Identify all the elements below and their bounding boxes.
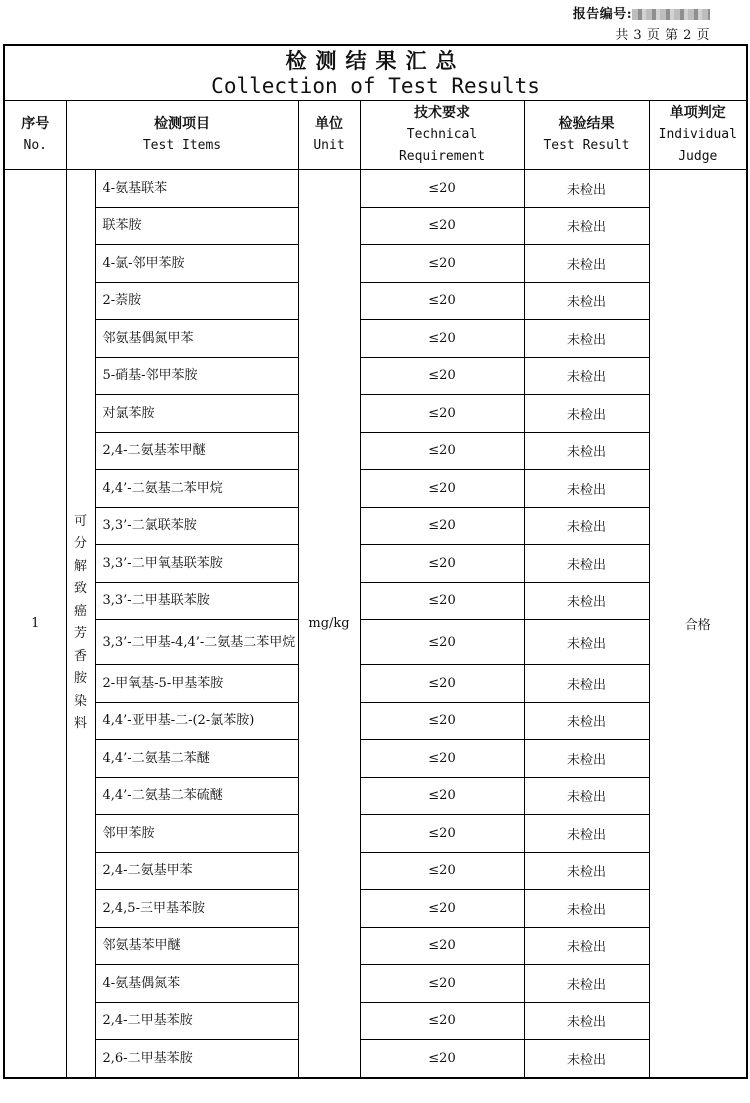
title-cn: 检测结果汇总 — [285, 48, 466, 73]
test-item: 2,4-二甲基苯胺 — [95, 1002, 298, 1040]
requirement-cell: ≤20 — [360, 582, 524, 620]
test-item: 3,3’-二氯联苯胺 — [95, 507, 298, 545]
test-item: 2,6-二甲基苯胺 — [95, 1040, 298, 1078]
table-row — [4, 665, 747, 703]
requirement-cell: ≤20 — [360, 395, 524, 433]
requirement-cell: ≤20 — [360, 1040, 524, 1078]
table-row — [4, 927, 747, 965]
table-row — [4, 890, 747, 928]
result-cell: 未检出 — [524, 357, 649, 395]
result-cell: 未检出 — [524, 927, 649, 965]
test-item: 邻氨基苯甲醚 — [95, 927, 298, 965]
test-item: 4-氯-邻甲苯胺 — [95, 245, 298, 283]
requirement-cell: ≤20 — [360, 965, 524, 1003]
requirement-cell: ≤20 — [360, 245, 524, 283]
table-row — [4, 852, 747, 890]
result-cell: 未检出 — [524, 432, 649, 470]
result-cell: 未检出 — [524, 702, 649, 740]
report-number-label: 报告编号: — [572, 7, 632, 22]
requirement-cell: ≤20 — [360, 620, 524, 665]
result-cell: 未检出 — [524, 1040, 649, 1078]
page-info: 共 3 页 第 2 页 — [615, 28, 710, 43]
col-judge: 单项判定 Individual Judge — [649, 101, 747, 170]
test-item: 2-萘胺 — [95, 282, 298, 320]
requirement-cell: ≤20 — [360, 890, 524, 928]
requirement-cell: ≤20 — [360, 815, 524, 853]
test-item: 4,4’-二氨基二苯醚 — [95, 740, 298, 778]
test-item: 3,3’-二甲氧基联苯胺 — [95, 545, 298, 583]
result-cell: 未检出 — [524, 620, 649, 665]
requirement-cell: ≤20 — [360, 507, 524, 545]
requirement-cell: ≤20 — [360, 740, 524, 778]
result-cell: 未检出 — [524, 965, 649, 1003]
table-row — [4, 702, 747, 740]
result-cell: 未检出 — [524, 740, 649, 778]
test-item: 2-甲氧基-5-甲基苯胺 — [95, 665, 298, 703]
judge-cell: 合格 — [649, 170, 747, 1078]
table-row — [4, 207, 747, 245]
result-cell: 未检出 — [524, 320, 649, 358]
table-row — [4, 395, 747, 433]
test-item: 对氯苯胺 — [95, 395, 298, 433]
table-row — [4, 432, 747, 470]
result-cell: 未检出 — [524, 665, 649, 703]
test-item: 4,4’-二氨基二苯硫醚 — [95, 777, 298, 815]
result-cell: 未检出 — [524, 1002, 649, 1040]
table-row — [4, 740, 747, 778]
result-cell: 未检出 — [524, 582, 649, 620]
test-item: 3,3’-二甲基联苯胺 — [95, 582, 298, 620]
requirement-cell: ≤20 — [360, 1002, 524, 1040]
table-row — [4, 1002, 747, 1040]
result-cell: 未检出 — [524, 170, 649, 208]
table-row — [4, 170, 747, 208]
result-cell: 未检出 — [524, 282, 649, 320]
category-cell — [66, 170, 95, 1078]
requirement-cell: ≤20 — [360, 545, 524, 583]
test-item: 联苯胺 — [95, 207, 298, 245]
result-cell: 未检出 — [524, 545, 649, 583]
result-cell: 未检出 — [524, 890, 649, 928]
requirement-cell: ≤20 — [360, 927, 524, 965]
test-item: 邻氨基偶氮甲苯 — [95, 320, 298, 358]
table-row — [4, 777, 747, 815]
requirement-cell: ≤20 — [360, 470, 524, 508]
test-item: 4-氨基联苯 — [95, 170, 298, 208]
table-row — [4, 507, 747, 545]
results-table — [3, 44, 748, 1079]
category-label: 可分解致癌芳香胺染料 — [73, 513, 87, 732]
result-cell: 未检出 — [524, 395, 649, 433]
unit-cell: mg/kg — [298, 170, 360, 1078]
redacted-report-number — [632, 9, 710, 20]
test-item: 2,4,5-三甲基苯胺 — [95, 890, 298, 928]
result-cell: 未检出 — [524, 470, 649, 508]
requirement-cell: ≤20 — [360, 357, 524, 395]
test-item: 5-硝基-邻甲苯胺 — [95, 357, 298, 395]
result-cell: 未检出 — [524, 507, 649, 545]
row-number: 1 — [4, 170, 66, 1078]
table-row — [4, 815, 747, 853]
test-item: 4,4’-亚甲基-二-(2-氯苯胺) — [95, 702, 298, 740]
table-row — [4, 470, 747, 508]
requirement-cell: ≤20 — [360, 665, 524, 703]
table-title — [4, 45, 747, 101]
column-headers — [4, 101, 747, 170]
col-no: 序号 No. — [4, 101, 66, 170]
test-item: 4-氨基偶氮苯 — [95, 965, 298, 1003]
requirement-cell: ≤20 — [360, 852, 524, 890]
requirement-cell: ≤20 — [360, 170, 524, 208]
test-item: 2,4-二氨基甲苯 — [95, 852, 298, 890]
result-cell: 未检出 — [524, 852, 649, 890]
test-item: 4,4’-二氨基二苯甲烷 — [95, 470, 298, 508]
table-row — [4, 245, 747, 283]
result-cell: 未检出 — [524, 815, 649, 853]
col-result: 检验结果 Test Result — [524, 101, 649, 170]
table-row — [4, 320, 747, 358]
table-row — [4, 282, 747, 320]
table-row — [4, 1040, 747, 1078]
requirement-cell: ≤20 — [360, 702, 524, 740]
table-row — [4, 357, 747, 395]
col-requirement: 技术要求 Technical Requirement — [360, 101, 524, 170]
requirement-cell: ≤20 — [360, 320, 524, 358]
requirement-cell: ≤20 — [360, 282, 524, 320]
test-item: 2,4-二氨基苯甲醚 — [95, 432, 298, 470]
table-row — [4, 620, 747, 665]
requirement-cell: ≤20 — [360, 777, 524, 815]
table-row — [4, 965, 747, 1003]
requirement-cell: ≤20 — [360, 207, 524, 245]
result-rows — [4, 170, 747, 1078]
table-row — [4, 582, 747, 620]
test-item: 3,3’-二甲基-4,4’-二氨基二苯甲烷 — [95, 620, 298, 665]
result-cell: 未检出 — [524, 777, 649, 815]
test-item: 邻甲苯胺 — [95, 815, 298, 853]
result-cell: 未检出 — [524, 245, 649, 283]
requirement-cell: ≤20 — [360, 432, 524, 470]
title-en: Collection of Test Results — [211, 74, 540, 98]
report-number — [573, 3, 710, 22]
col-unit: 单位 Unit — [298, 101, 360, 170]
result-cell: 未检出 — [524, 207, 649, 245]
col-test-items: 检测项目 Test Items — [66, 101, 298, 170]
table-row — [4, 545, 747, 583]
